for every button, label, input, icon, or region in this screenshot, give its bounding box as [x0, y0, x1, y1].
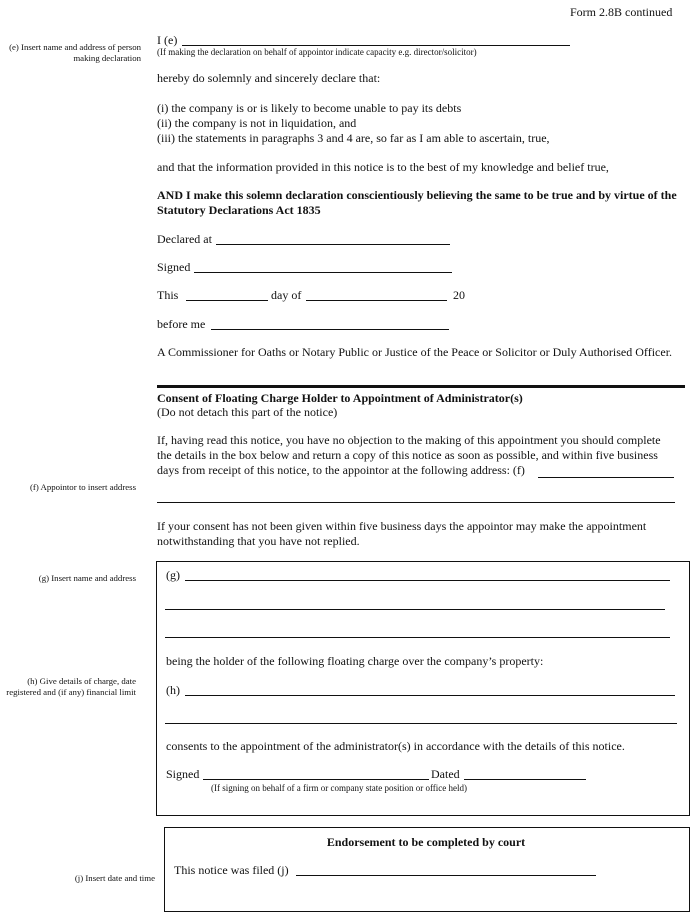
endorsement-title: Endorsement to be completed by court [326, 835, 526, 849]
section-divider [157, 385, 685, 388]
side-note-h: (h) Give details of charge, date registered and (if any) financial limit [6, 676, 136, 697]
year-prefix: 20 [453, 288, 465, 302]
declarant-name-line[interactable] [182, 45, 570, 46]
side-note-e: (e) Insert name and address of person making declaration [9, 42, 141, 63]
consent-box [156, 561, 690, 816]
declared-at-label: Declared at [157, 232, 212, 246]
before-me-label: before me [157, 317, 206, 331]
consent-signed-line[interactable] [203, 779, 429, 780]
this-label: This [157, 288, 179, 302]
consent-dated-label: Dated [431, 767, 460, 781]
filed-label: This notice was filed (j) [174, 863, 289, 877]
holder-label-g: (g) [166, 568, 180, 582]
solemn-declaration-bold: AND I make this solemn declaration conscientiously believing the same to be true and by virtue of the Statutory Declarations Act 1835 [157, 188, 677, 217]
day-of-label: day of [271, 288, 302, 302]
form-reference: Form 2.8B continued [570, 5, 673, 19]
appointor-address-line-1[interactable] [538, 477, 674, 478]
before-me-line[interactable] [211, 329, 449, 330]
signed-label: Signed [157, 260, 191, 274]
charge-details-line-2[interactable] [165, 723, 677, 724]
side-note-g: (g) Insert name and address [38, 573, 136, 583]
information-true: and that the information provided in this notice is to the best of my knowledge and belief true, [157, 160, 609, 174]
holder-address-line-1[interactable] [165, 609, 665, 610]
commissioner-text: A Commissioner for Oaths or Notary Public or Justice of the Peace or Solicitor or Duly Authorised Officer. [157, 345, 673, 359]
consent-statement: consents to the appointment of the administrator(s) in accordance with the details of this notice. [166, 739, 625, 753]
consent-dated-line[interactable] [464, 779, 586, 780]
declarant-label: I (e) [157, 33, 178, 47]
month-line[interactable] [306, 300, 447, 301]
day-line[interactable] [186, 300, 268, 301]
declaration-item-2: (ii) the company is not in liquidation, and [157, 116, 357, 130]
charge-label-h: (h) [166, 683, 180, 697]
filed-date-line[interactable] [296, 875, 596, 876]
signed-line[interactable] [194, 272, 452, 273]
consent-instructions: If, having read this notice, you have no objection to the making of this appointment you should complete the details in the box below and return a copy of this notice as soon as possible, and within five business days from receipt of this notice, to the appointor at the following address: (f) [157, 433, 661, 477]
side-note-f: (f) Appointor to insert address [29, 482, 136, 492]
declaration-item-3: (iii) the statements in paragraphs 3 and 4 are, so far as I am able to ascertain, true, [157, 131, 550, 145]
consent-title: Consent of Floating Charge Holder to Appointment of Administrator(s) [157, 391, 523, 405]
charge-details-line-1[interactable] [185, 695, 675, 696]
holder-address-line-2[interactable] [165, 637, 670, 638]
side-note-j: (j) Insert date and time [74, 873, 155, 883]
consent-timeout-note: If your consent has not been given within five business days the appointor may make the appointment notwithstanding that you have not replied. [157, 519, 647, 548]
declaration-item-1: (i) the company is or is likely to become unable to pay its debts [157, 101, 462, 115]
firm-position-note: (If signing on behalf of a firm or company state position or office held) [211, 783, 468, 793]
holder-name-line[interactable] [185, 580, 670, 581]
capacity-note: (If making the declaration on behalf of appointor indicate capacity e.g. director/solicitor) [157, 47, 477, 57]
appointor-address-line-2[interactable] [157, 502, 675, 503]
floating-charge-holder-text: being the holder of the following floating charge over the company’s property: [166, 654, 544, 668]
consent-subtitle: (Do not detach this part of the notice) [157, 405, 338, 419]
declared-at-line[interactable] [216, 244, 450, 245]
consent-signed-label: Signed [166, 767, 200, 781]
solemn-intro: hereby do solemnly and sincerely declare that: [157, 71, 381, 85]
